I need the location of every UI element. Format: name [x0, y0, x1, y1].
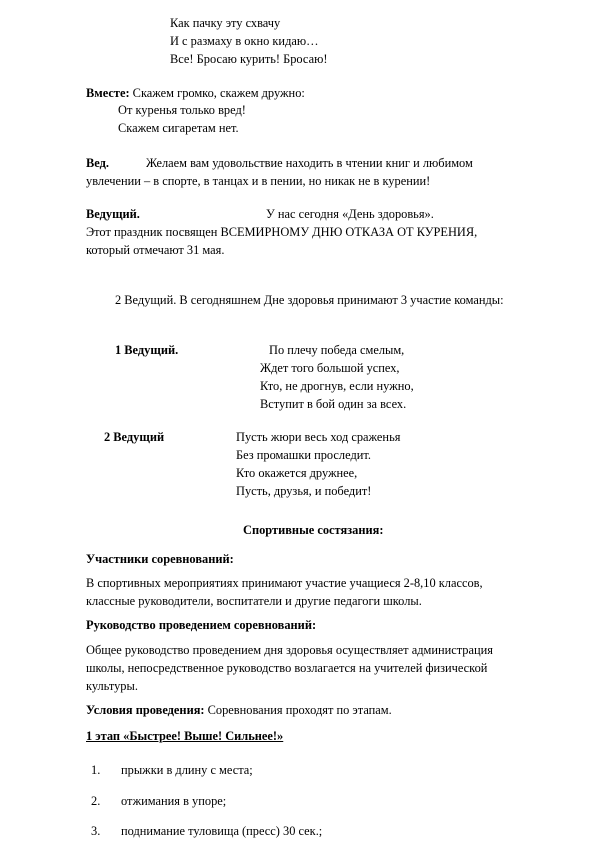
ved-label: Вед. [86, 156, 109, 170]
host1-verse-label: 1 Ведущий. [115, 343, 179, 357]
poem-line: Все! Бросаю курить! Бросаю! [170, 52, 328, 66]
management-line: школы, непосредственное руководство возлагается на учителей физической [86, 661, 488, 675]
verse-line: Пусть жюри весь ход сраженья [236, 430, 401, 444]
verse-line: Кто окажется дружнее, [236, 466, 358, 480]
participants-heading: Участники соревнований: [86, 552, 234, 566]
management-heading: Руководство проведением соревнований: [86, 618, 317, 632]
list-item-number: 2. [91, 794, 101, 808]
participants-line: классные руководители, воспитатели и другие педагоги школы. [86, 594, 422, 608]
list-item: отжимания в упоре; [121, 794, 227, 808]
together-text: Скажем громко, скажем дружно: [129, 86, 305, 100]
conditions-line [86, 703, 392, 719]
host-line: Этот праздник посвящен ВСЕМИРНОМУ ДНЮ ОТКАЗА ОТ КУРЕНИЯ, [86, 225, 478, 239]
host-line: который отмечают 31 мая. [86, 243, 225, 257]
host-label: Ведущий. [86, 207, 140, 221]
ved-line: Желаем вам удовольствие находить в чтении книг и любимом [146, 156, 473, 170]
host-text: У нас сегодня «День здоровья». [266, 207, 434, 221]
list-item-number: 3. [91, 824, 101, 838]
management-line: Общее руководство проведением дня здоровья осуществляет администрация [86, 643, 493, 657]
together-label: Вместе: [86, 86, 130, 100]
poem-line: Как пачку эту схвачу [170, 16, 281, 30]
stage1-title: 1 этап «Быстрее! Выше! Сильнее!» [86, 729, 284, 743]
management-line: культуры. [86, 679, 138, 693]
conditions-label: Условия проведения: [86, 703, 205, 717]
list-item: поднимание туловища (пресс) 30 сек.; [121, 824, 323, 838]
list-item: прыжки в длину с места; [121, 763, 253, 777]
verse-line: Вступит в бой один за всех. [260, 397, 407, 411]
competitions-title: Спортивные состязания: [243, 523, 384, 537]
host2-verse-label: 2 Ведущий [104, 430, 165, 444]
host2-line: 2 Ведущий. В сегодняшнем Дне здоровья принимают 3 участие команды: [115, 293, 504, 307]
conditions-text: Соревнования проходят по этапам. [204, 703, 392, 717]
together-line: От куренья только вред! [118, 103, 246, 117]
together-line [86, 86, 305, 102]
ved-line: увлечении – в спорте, в танцах и в пении, но никак не в курении! [86, 174, 431, 188]
poem-line: И с размаху в окно кидаю… [170, 34, 319, 48]
verse-line: Пусть, друзья, и победит! [236, 484, 372, 498]
verse-line: Кто, не дрогнув, если нужно, [260, 379, 414, 393]
verse-line: Без промашки проследит. [236, 448, 371, 462]
list-item-number: 1. [91, 763, 101, 777]
verse-line: По плечу победа смелым, [269, 343, 405, 357]
verse-line: Ждет того большой успех, [260, 361, 400, 375]
participants-line: В спортивных мероприятиях принимают участие учащиеся 2-8,10 классов, [86, 576, 483, 590]
together-line: Скажем сигаретам нет. [118, 121, 239, 135]
